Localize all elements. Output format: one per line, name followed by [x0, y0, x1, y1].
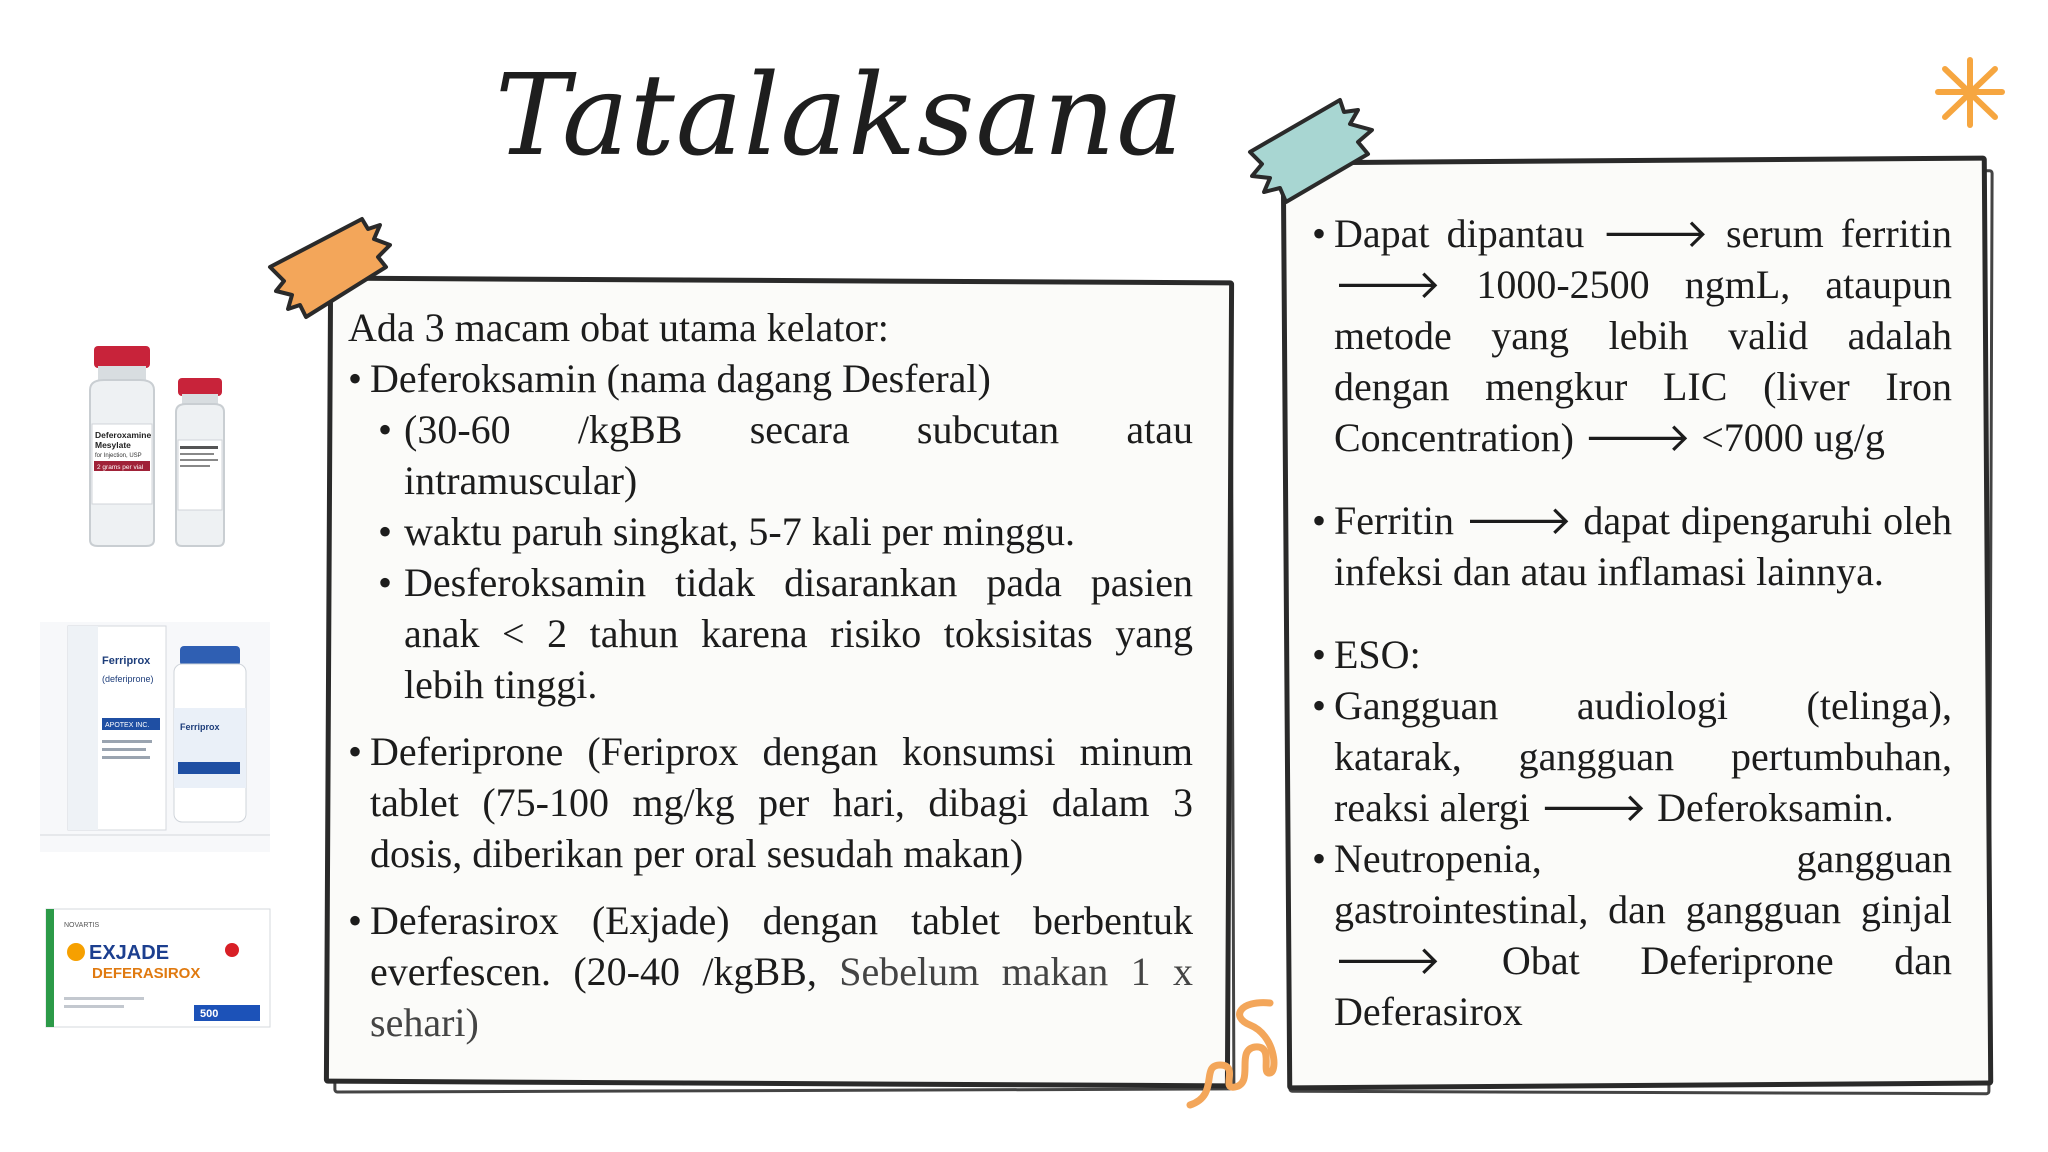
item-text-part: Sebelum makan 1 x sehari)	[370, 949, 1193, 1045]
item-text-part: Deferasirox (Exjade) dengan tablet berbentuk everfescen. (20-40 /kgBB,	[370, 898, 1193, 994]
exjade-dose-text: 500	[200, 1008, 219, 1020]
list-item	[1312, 629, 1952, 680]
vial-label-text: Mesylate	[95, 440, 131, 450]
list-item	[348, 726, 1193, 879]
list-item	[348, 353, 1193, 404]
item-text: (30-60 /kgBB secara subcutan atau intramuscular)	[404, 407, 1193, 503]
ferriprox-brand-text: Ferriprox	[102, 655, 151, 667]
left-panel-text	[348, 302, 1193, 1048]
vial-label-text: for Injection, USP	[95, 453, 142, 459]
bullet: •	[378, 509, 393, 554]
bullet: •	[1312, 211, 1327, 256]
bullet: •	[1312, 836, 1327, 881]
list-item	[348, 506, 1193, 557]
item-text: Gangguan audiologi (telinga), katarak, gangguan pertumbuhan, reaksi alergi 🡒 Deferoksamin.	[1334, 683, 1952, 830]
vial-label-text: Deferoxamine	[95, 430, 152, 440]
ferriprox-generic-text: (deferiprone)	[102, 674, 154, 684]
bullet: •	[348, 356, 363, 401]
exjade-image	[44, 905, 274, 1035]
deferoxamine-vials-image	[82, 340, 242, 550]
bullet: •	[1312, 632, 1327, 677]
item-text: Neutropenia, gangguan gastrointestinal, dan gangguan ginjal 🡒 Obat Deferiprone dan Deferasirox	[1334, 836, 1952, 1034]
list-item	[348, 895, 1193, 1048]
exjade-brand-text: EXJADE	[89, 942, 170, 964]
list-item	[348, 557, 1193, 710]
item-text: ESO:	[1334, 632, 1421, 677]
item-text: Deferoksamin (nama dagang Desferal)	[370, 356, 991, 401]
teal-tape-icon	[1240, 92, 1390, 212]
ferriprox-maker-text: APOTEX INC.	[105, 722, 150, 729]
ferriprox-bottle-text: Ferriprox	[180, 722, 220, 732]
bullet: •	[378, 407, 393, 452]
intro-text: Ada 3 macam obat utama kelator:	[348, 305, 889, 350]
bullet: •	[348, 729, 363, 774]
exjade-generic-text: DEFERASIROX	[92, 965, 201, 982]
page-title: Tatalaksana	[495, 51, 1185, 181]
star-icon	[1930, 55, 2010, 130]
list-item	[1312, 833, 1952, 1037]
vial-label-text: 2 grams per vial	[97, 464, 144, 471]
list-item	[348, 404, 1193, 506]
exjade-maker-text: NOVARTIS	[64, 922, 100, 929]
item-text: waktu paruh singkat, 5-7 kali per minggu.	[404, 509, 1075, 554]
bullet: •	[1312, 498, 1327, 543]
list-item	[1312, 208, 1952, 463]
item-text	[370, 895, 1193, 1048]
bullet: •	[348, 898, 363, 943]
item-text: Desferoksamin tidak disarankan pada pasien anak < 2 tahun karena risiko toksisitas yang lebih tinggi.	[404, 560, 1193, 707]
list-item	[1312, 495, 1952, 597]
right-panel-text	[1312, 208, 1952, 1037]
item-text: Dapat dipantau 🡒 serum ferritin 🡒 1000-2500 ngmL, ataupun metode yang lebih valid adalah dengan mengkur LIC (liver Iron Concentration) 🡒 <7000 ug/g	[1334, 211, 1952, 460]
list-item	[1312, 680, 1952, 833]
bullet: •	[378, 560, 393, 605]
item-text: Deferiprone (Feriprox dengan konsumsi minum tablet (75-100 mg/kg per hari, dibagi dalam 3 dosis, diberikan per oral sesudah makan)	[370, 729, 1193, 876]
ferriprox-image	[40, 622, 270, 852]
item-text: Ferritin 🡒 dapat dipengaruhi oleh infeksi dan atau inflamasi lainnya.	[1334, 498, 1952, 594]
swirl-icon	[1180, 995, 1280, 1115]
bullet: •	[1312, 683, 1327, 728]
